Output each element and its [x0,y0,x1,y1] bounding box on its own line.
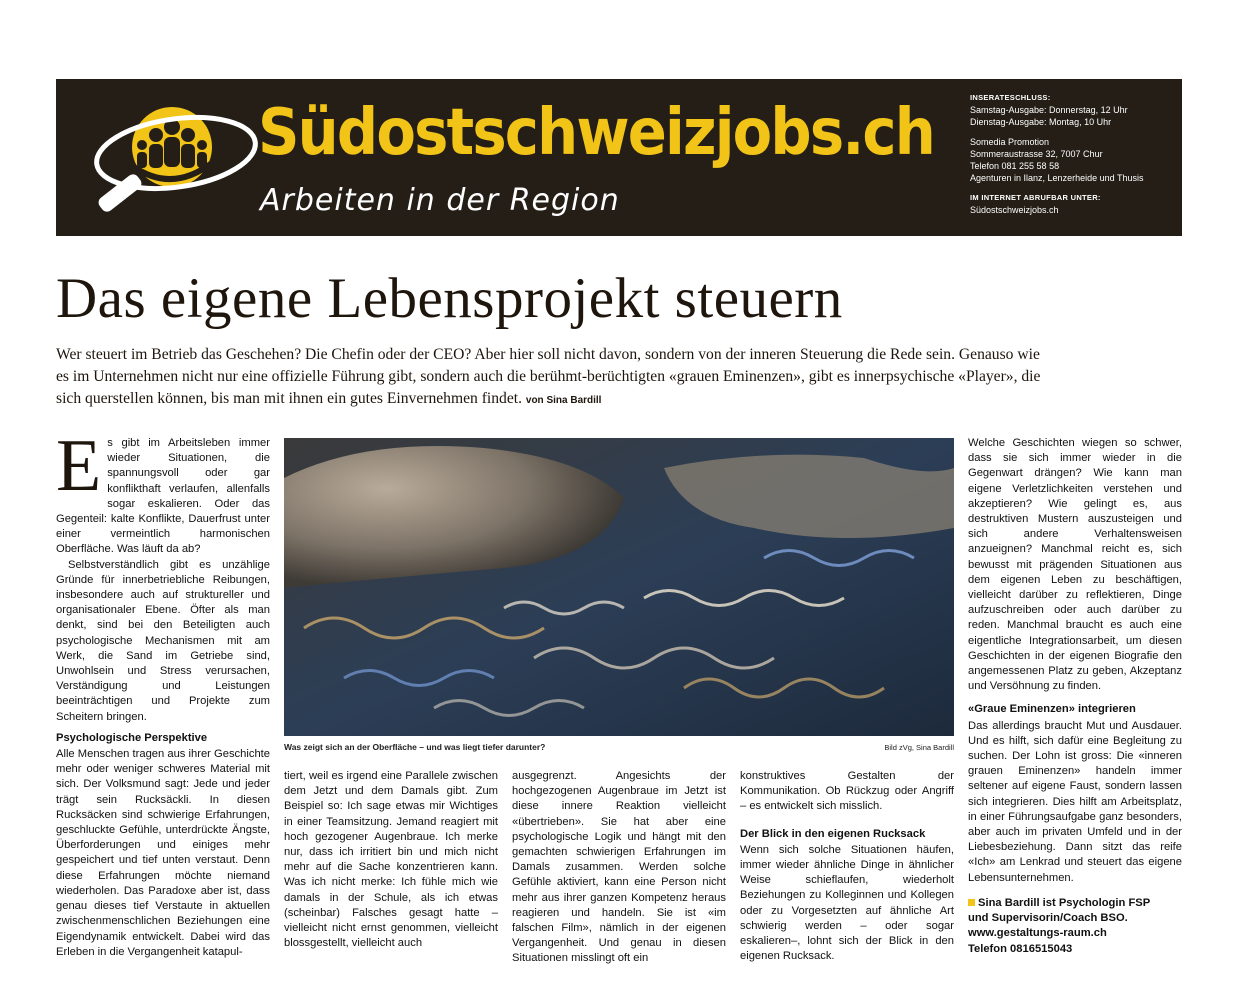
deadline-tuesday: Dienstag-Ausgabe: Montag, 10 Uhr [970,117,1112,127]
magnifier-people-logo-icon [94,97,264,219]
article-column-4 [740,769,954,964]
masthead-banner [56,79,1182,236]
column-1-paragraph-2: Selbstverständlich gibt es unzählige Gründe für innerbetriebliche Reibungen, insbesondere auch auf struktureller und organisationaler Ebene. Öfter als man denkt, sind bei den Beteiligten auch psychologische Mechanismen mit am Werk, die Sand im Getriebe sind, Unwohlsein und Stress verursachen, Verständigung und Leistungen beeinträchtigen und Projekte zum Scheitern bringen. [56,558,270,723]
bio-line-2: und Supervisorin/Coach BSO. [968,912,1128,925]
drop-cap: E [56,425,102,507]
photo-caption [284,742,954,752]
subheading-blick-rucksack: Der Blick in den eigenen Rucksack [740,827,926,840]
photo-credit: Bild zVg, Sina Bardill [884,743,954,752]
caption-text: Was zeigt sich an der Oberfläche – und was liegt tiefer darunter? [284,742,546,752]
company-phone: Telefon 081 255 58 58 [970,161,1060,171]
company-name: Somedia Promotion [970,137,1050,147]
ad-info-block [970,92,1175,216]
author-bio [968,896,1182,957]
bio-phone: Telefon 0816515043 [968,942,1073,955]
bullet-square-icon [968,899,975,906]
column-2-text: tiert, weil es irgend eine Parallele zwischen dem Jetzt und dem Damals gibt. Zum Beispiel so: Ich sage etwas mir Wichtiges in einer Teamsitzung. Jemand reagiert mit hoch gezogener Augenbraue. Ich merke nur, dass ich irritiert bin und mich nicht mehr auf die Sache konzentrieren kann. Was ich nicht merke: Ich fühle mich wie damals in der Schule, als ich etwas (scheinbar) Falsches gesagt hatte – vielleicht nicht ernst genommen, vielleicht blossgestellt, vielleicht auch [284,770,498,950]
company-agencies: Agenturen in Ilanz, Lenzerheide und Thusis [970,173,1144,183]
brand-tagline: Arbeiten in der Region [260,183,620,218]
article-headline: Das eigene Lebensprojekt steuern [56,267,843,330]
subheading-graue-eminenzen: «Graue Eminenzen» integrieren [968,703,1136,716]
deadline-heading: INSERATESCHLUSS: [970,93,1051,102]
column-1-paragraph-1: s gibt im Arbeitsleben immer wieder Situationen, die spannungsvoll oder gar konflikthaft verlaufen, allenfalls sogar eskalieren. Oder das Gegenteil: kalte Konflikte, Dauerfrust unter einer vermeintlich harmonischen Oberfläche. Was läuft da ab? [56,437,270,556]
online-heading: IM INTERNET ABRUFBAR UNTER: [970,193,1101,202]
article-lead [56,344,1056,412]
lead-text: Wer steuert im Betrieb das Geschehen? Die Chefin oder der CEO? Aber hier soll nicht davon, sondern von der inneren Steuerung die Rede sein. Genauso wie es im Unternehmen nicht nur eine offizielle Führung gibt, sondern auch die berühmt-berüchtigten «grauen Eminenzen», gibt es innerpsychische «Player», die sich querstellen können, bis man mit ihnen ein gutes Einvernehmen findet. [56,346,1041,407]
column-4-paragraph-1: konstruktives Gestalten der Kommunikation. Ob Rückzug oder Angriff – es entwickelt sich misslich. [740,770,954,813]
column-5-paragraph-2: Das allerdings braucht Mut und Ausdauer. Und es hilft, sich dafür eine Begleitung zu suchen. Der Lohn ist gross: Die «inneren grauen Eminenzen» handeln immer seltener auf eigene Faust, sondern lassen sich integrieren. Dies hilft am Arbeitsplatz, in einer Führungsaufgabe ganz besonders, aber auch im privaten Umfeld und in der Liebesbeziehung. Dann sitzt das reife «Ich» am Lenkrad und steuert das eigene Lebensunternehmen. [968,719,1182,884]
column-5-paragraph-1: Welche Geschichten wiegen so schwer, dass sie sich immer wieder in die Gegenwart drängen? Wie kann man eigene Verletzlichkeiten verstehen und akzeptieren? Wie gelingt es, aus destruktiven Mustern auszusteigen und sich andere Verhaltensweisen anzueignen? Manchmal reicht es, sich bewusst mit prägenden Situationen aus dem eigenen Leben zu beschäftigen, vielleicht darüber zu reflektieren, Dinge aufzuschreiben oder auch darüber zu reden. Manchmal braucht es auch eine eigentliche Integrationsarbeit, um diesen Geschichten in der eigenen Biografie den angemessenen Platz zu geben, Akzeptanz und Versöhnung zu finden. [968,437,1182,693]
article-column-5 [968,436,1182,957]
bio-website: www.gestaltungs-raum.ch [968,927,1107,940]
article-photo [284,438,954,736]
article-column-3 [512,769,726,967]
company-address: Sommeraustrasse 32, 7007 Chur [970,149,1103,159]
column-1-paragraph-3: Alle Menschen tragen aus ihrer Geschichte mehr oder weniger schweres Material mit sich. Der Volksmund sagt: Jede und jeder trägt sein Rucksäckli. In diesen Rucksäcken sind schwierige Erfahrungen, geschluckte Gefühle, unterdrückte Ängste, Überforderungen und einiges mehr gespeichert und tief unten verstaut. Denn diese Erfahrungen möchte niemand wiederholen. Das Paradoxe aber ist, dass genau dieses tief Verstaute in aktuellen zwischenmenschlichen Beziehungen eine Eigendynamik entwickelt. Dabei wird das Erleben in die Vergangenheit katapul- [56,748,270,958]
bio-line-1: Sina Bardill ist Psychologin FSP [978,896,1151,909]
byline: von Sina Bardill [525,395,602,406]
article-column-2 [284,769,498,951]
column-3-text: ausgegrenzt. Angesichts der hochgezogenen Augenbraue im Jetzt ist diese innere Reaktion vielleicht «übertrieben». Sie hat aber eine psychologische Logik und hängt mit den gemachten schwierigen Erfahrungen im Damals zusammen. Werden solche Gefühle aktiviert, kann eine Person nicht mehr aus ihrer ganzen Kompetenz heraus reagieren und handeln. Sie ist «im falschen Film», nämlich in der eigenen Vergangenheit. Und genau in diesen Situationen misslingt oft ein [512,770,726,965]
online-url: Südostschweizjobs.ch [970,205,1059,215]
deadline-saturday: Samstag-Ausgabe: Donnerstag, 12 Uhr [970,105,1128,115]
column-4-paragraph-2: Wenn sich solche Situationen häufen, immer wieder ähnliche Dinge in ähnlicher Weise schieflaufen, wiederholt Beziehungen zu Kolleginnen und Kollegen oder zu Vorgesetzten auf ähnliche Art schwierig werden – oder sogar eskalieren–, lohnt sich der Blick in den eigenen Rucksack. [740,843,954,963]
brand-name: Südostschweizjobs.ch [258,96,934,170]
subheading-psychologische-perspektive: Psychologische Perspektive [56,731,208,744]
article-column-1 [56,425,270,960]
